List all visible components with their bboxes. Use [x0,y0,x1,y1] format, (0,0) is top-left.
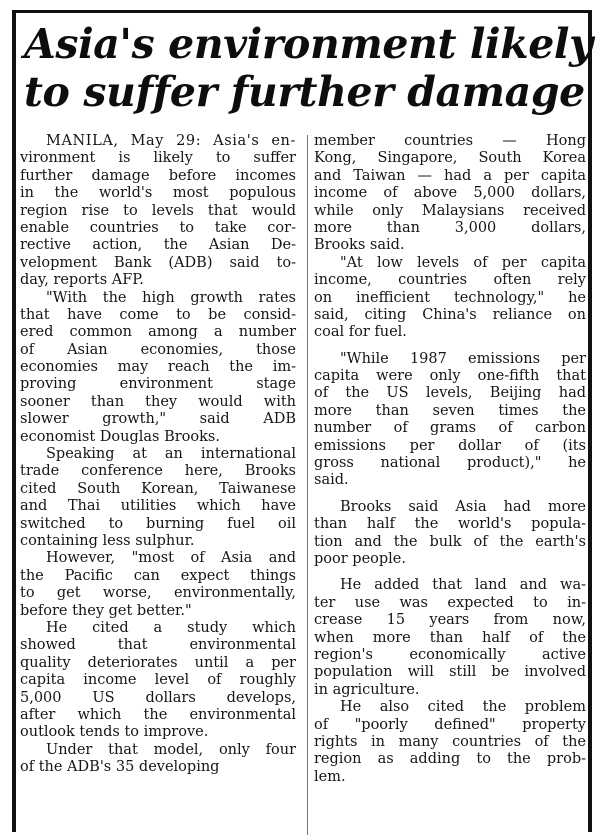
article-line: lem. [314,768,346,785]
article-line: rective action, the Asian De- [20,237,296,254]
article-line: 5,000 US dollars develops, [20,689,296,706]
article-paragraph [20,446,296,550]
article-line: than half the world's popula- [314,516,586,533]
article-line: on inefficient technology," he [314,289,586,306]
article-headline [24,20,593,116]
article-line: rights in many countries of the [314,733,586,750]
article-line: ered common among a number [20,324,296,341]
article-paragraph [314,133,586,255]
article-line: He cited a study which [46,619,296,636]
article-paragraph [314,699,586,786]
article-line: income of above 5,000 dollars, [314,185,586,202]
article-line: and Thai utilities which have [20,498,296,515]
article-line: region as adding to the prob- [314,751,586,768]
article-line: of "poorly defined" property [314,716,586,733]
article-paragraph [314,499,586,569]
article-line: region rise to levels that would [20,202,296,219]
article-line: vironment is likely to suffer [20,150,296,167]
article-line: ter use was expected to in- [314,594,586,611]
article-paragraph [314,577,586,699]
article-column-right [314,133,586,786]
article-line: the Pacific can expect things [20,567,296,584]
article-line: said. [314,472,349,489]
article-paragraph [20,290,296,447]
article-line: capita income level of roughly [20,672,296,689]
article-line: Brooks said Asia had more [340,498,586,515]
article-line: switched to burning fuel oil [20,515,296,532]
article-line: of Asian economies, those [20,341,296,358]
article-line: day, reports AFP. [20,272,144,289]
article-line: in the world's most populous [20,185,296,202]
article-line: and Taiwan — had a per capita [314,167,586,184]
article-line: capita were only one-fifth that [314,368,586,385]
article-line: Kong, Singapore, South Korea [314,150,586,167]
article-line: trade conference here, Brooks [20,463,296,480]
article-line: poor people. [314,550,406,567]
article-line: crease 15 years from now, [314,612,586,629]
article-line: Under that model, only four [46,741,296,758]
article-line: quality deteriorates until a per [20,654,296,671]
article-frame [12,10,592,832]
article-line: "While 1987 emissions per [340,350,586,367]
headline-line-1: Asia's environment likely [24,20,593,68]
column-divider [307,135,308,835]
article-line: after which the environmental [20,706,296,723]
article-line: He also cited the problem [340,699,586,716]
article-line: of the US levels, Beijing had [314,385,586,402]
article-line: "With the high growth rates [46,289,296,306]
article-line: member countries — Hong [314,133,586,149]
article-line: emissions per dollar of (its [314,437,586,454]
article-line: velopment Bank (ADB) said to- [20,254,296,271]
article-line: population will still be involved [314,664,586,681]
article-line: He added that land and wa- [340,577,586,594]
article-line: while only Malaysians received [314,202,586,219]
article-line: proving environment stage [20,376,296,393]
article-line: outlook tends to improve. [20,724,209,741]
article-line: in agriculture. [314,681,420,698]
article-paragraph [314,255,586,342]
article-paragraph [20,550,296,620]
article-line: economist Douglas Brooks. [20,428,220,445]
paragraph-spacer [314,568,586,577]
article-paragraph [20,620,296,742]
article-line: to get worse, environmentally, [20,585,296,602]
article-line: showed that environmental [20,637,296,654]
article-line: slower growth," said ADB [20,411,296,428]
article-line: However, "most of Asia and [46,550,296,567]
article-line: containing less sulphur. [20,532,195,549]
article-line: region's economically active [314,646,586,663]
article-line: before they get better." [20,602,192,619]
article-line: said, citing China's reliance on [314,306,586,323]
article-line: gross national product)," he [314,455,586,472]
article-line: enable countries to take cor- [20,219,296,236]
article-line: number of grams of carbon [314,420,586,437]
article-line: further damage before incomes [20,167,296,184]
article-line: cited South Korean, Taiwanese [20,480,296,497]
article-paragraph [20,742,296,777]
article-line: when more than half of the [314,629,586,646]
article-line: sooner than they would with [20,393,296,410]
article-line: Brooks said. [314,237,405,254]
article-line: more than seven times the [314,402,586,419]
article-column-left [20,133,296,776]
article-paragraph [20,133,296,290]
article-line: of the ADB's 35 developing [20,759,220,776]
article-line: more than 3,000 dollars, [314,219,586,236]
paragraph-spacer [314,490,586,499]
article-paragraph [314,351,586,490]
article-line: economies may reach the im- [20,359,296,376]
article-line: income, countries often rely [314,272,586,289]
article-line: that have come to be consid- [20,306,296,323]
article-line: coal for fuel. [314,324,407,341]
article-line: MANILA, May 29: Asia's en- [46,133,296,149]
article-line: Speaking at an international [46,446,296,463]
paragraph-spacer [314,342,586,351]
headline-line-2: to suffer further damage [24,68,585,116]
article-line: tion and the bulk of the earth's [314,533,586,550]
article-line: "At low levels of per capita [340,254,586,271]
